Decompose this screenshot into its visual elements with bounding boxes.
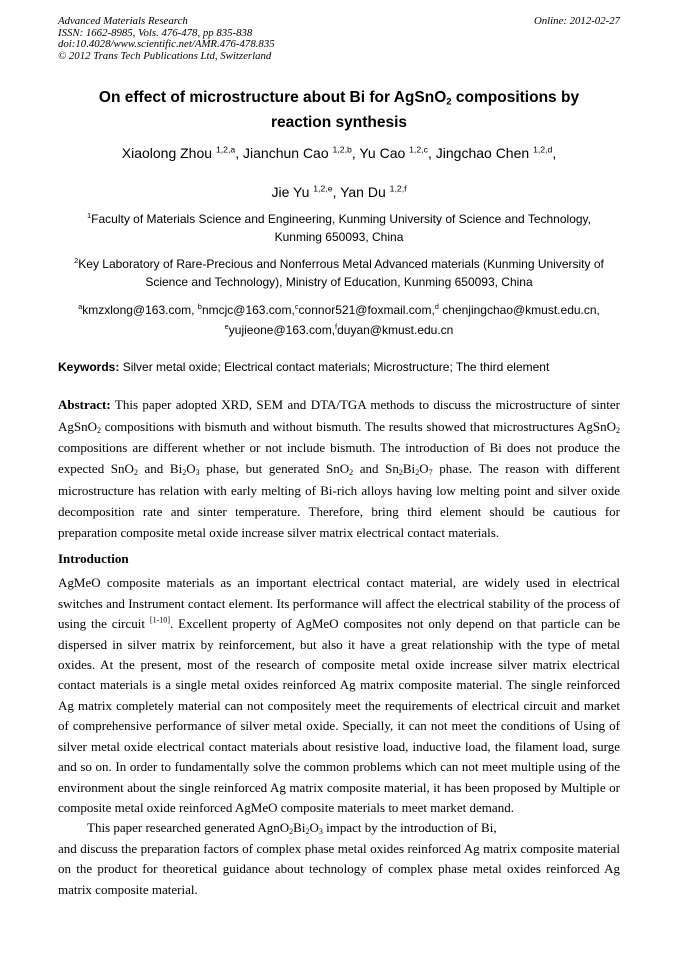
author-emails: [58, 300, 620, 340]
intro-indented-line: This paper researched generated $AgnO_2Bi_2O_3$ impact by the introduction of Bi,: [87, 820, 497, 837]
abstract-label: Abstract:: [58, 397, 111, 413]
intro-paragraph-2: and discuss the preparation factors of complex phase metal oxides reinforced Ag matrix composite material on the product for theoretical guidance about technology of complex phase metal oxides reinforced Ag matrix composite material.: [58, 840, 620, 897]
abstract-text: This paper adopted XRD, SEM and DTA/TGA methods to discuss the microstructure of sinter AgSnO$_2$ compositions with bismuth and without bismuth. The results showed that microstructures AgSnO$_2$ compositions are different whether or not include bismuth. The introduction of Bi does not produce the expected SnO$_2$ and $Bi_2O_3$ phase, but generated SnO$_2$ and $Sn_2Bi_2O_7$ phase. The reason with different microstructure has relation with early melting of Bi-rich alloys having low melting point and silver oxide decomposition rate and sinter temperature. Therefore, bring third element should be cautious for preparation composite metal oxide increase silver matrix electrical contact materials.: [58, 397, 620, 541]
introduction-heading: Introduction: [58, 551, 129, 567]
keywords-text: Silver metal oxide; Electrical contact materials; Microstructure; The third element: [119, 360, 550, 375]
keywords-row: [58, 359, 620, 375]
intro-paragraph-1: AgMeO composite materials as an important electrical contact material, are widely used in electrical switches and Instrument contact element. Its performance will affect the electrical stability of the process of using the circuit [1-10]. Excellent property of AgMeO composites not only depend on that particle can be dispersed in silver matrix by reinforcement, but also it have a great relationship with the type of metal oxides. At the present, most of the research of composite metal oxide increase silver matrix electrical contact materials is a single metal oxides reinforced Ag matrix composite material. The single reinforced Ag matrix completely material can not compositely meet the requirements of electrical circuit and market of comprehensive performance of silver metal oxide. Specially, it can not meet the conditions of Using of silver metal oxide electrical contact materials about resistive load, inductive load, the filament load, surge and so on. In order to fundamentally solve the common problems which can not meet multiple using of the environment about the single reinforced Ag matrix composite material, it has been proposed by Multiple or composite metal oxide reinforced AgMeO composite materials to meet market demand.: [58, 575, 620, 815]
paper-title: On effect of microstructure about Bi for AgSnO$_2$ compositions by reaction synthesis: [98, 89, 580, 132]
copyright-line: © 2012 Trans Tech Publications Ltd, Switzerland: [58, 49, 272, 62]
online-date: Online: 2012-02-27: [533, 15, 620, 27]
abstract-paragraph: [58, 394, 620, 543]
authors-line-2: Jie Yu $^{1,2,e}$, Yan Du $^{1,2,f}$: [271, 183, 407, 201]
emails-line-2: $^e$yujieone@163.com,$^f$duyan@kmust.edu.cn: [224, 322, 454, 338]
journal-name: Advanced Materials Research: [58, 15, 188, 27]
publication-info-block: [58, 16, 275, 62]
authors-line-1: Xiaolong Zhou $^{1,2,a}$, Jianchun Cao $^{1,2,b}$, Yu Cao $^{1,2,c}$, Jingchao Chen $^{1,2,d}$,: [121, 144, 557, 162]
page-header: [58, 16, 620, 62]
affiliation-1: $^1$Faculty of Materials Science and Engineering, Kunming University of Science and Technology, Kunming 650093, China: [87, 211, 591, 245]
doi-line: doi:10.4028/www.scientific.net/AMR.476-478.835: [58, 38, 275, 51]
emails-line-1: $^a$kmzxlong@163.com, $^b$nmcjc@163.com,$^c$connor521@foxmail.com,$^d$ chenjingchao@kmust.edu.cn,: [78, 302, 600, 318]
affiliation-2: $^2$Key Laboratory of Rare-Precious and Nonferrous Metal Advanced materials (Kunming University of Science and Technology), Ministry of Education, Kunming 650093, China: [74, 256, 604, 290]
issn-volume-pages-line: ISSN: 1662-8985, Vols. 476-478, pp 835-838: [58, 26, 253, 39]
keywords-label: Keywords:: [58, 360, 120, 375]
